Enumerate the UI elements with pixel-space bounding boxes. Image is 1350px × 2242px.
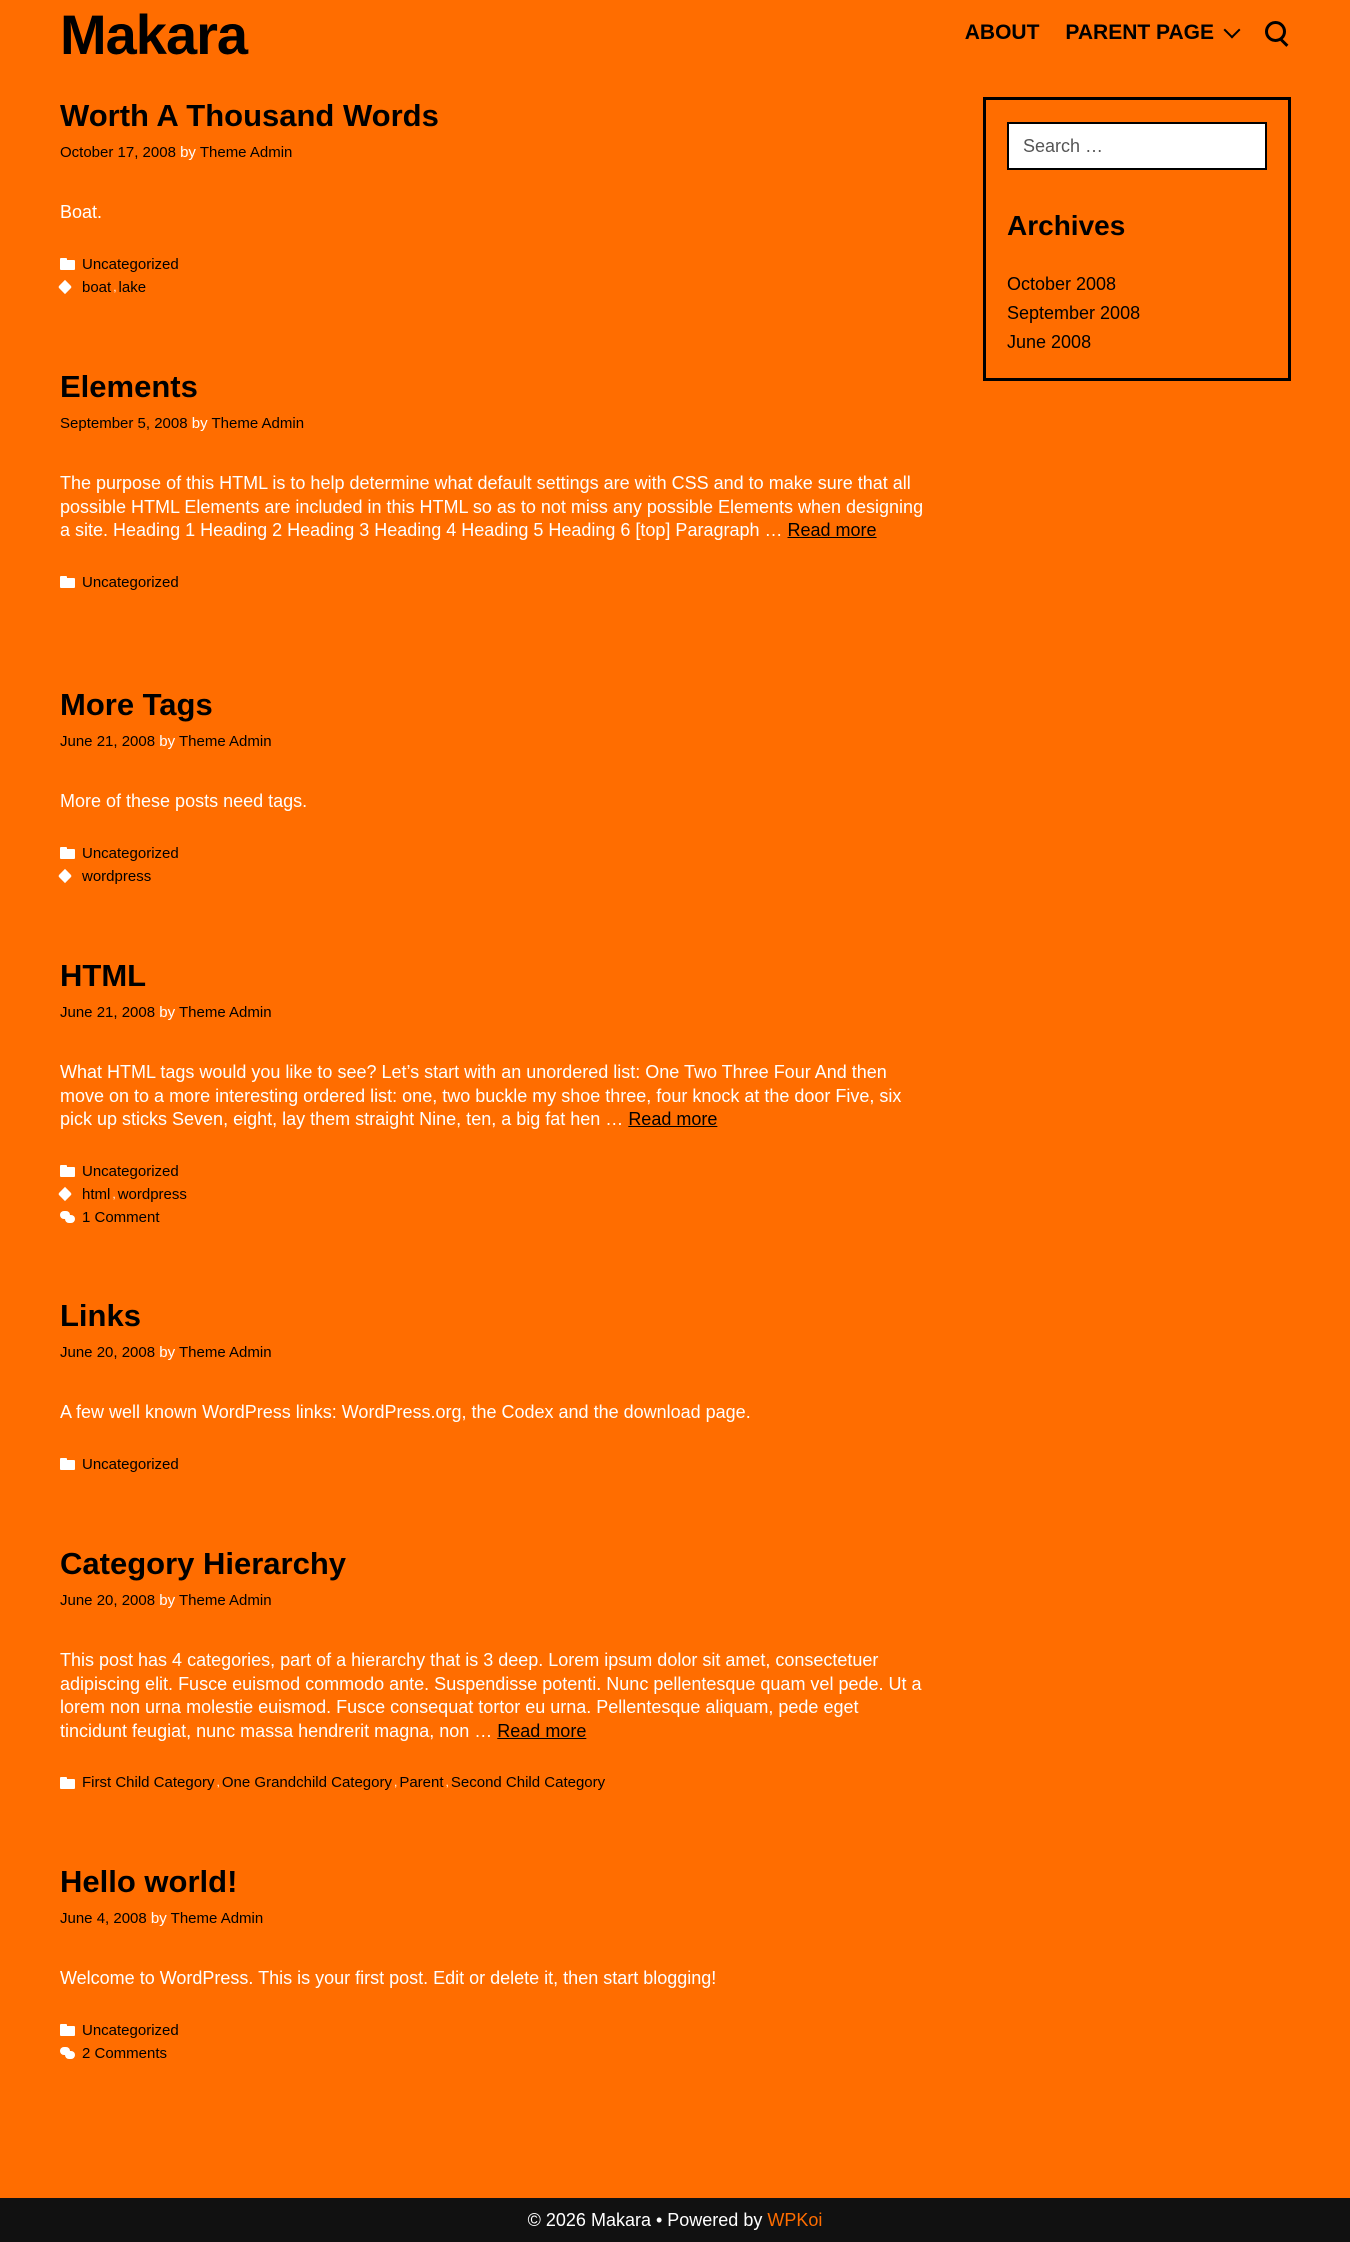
post-meta	[60, 1342, 930, 1364]
tag-link[interactable]: boat	[82, 278, 112, 296]
nav-item-label: PARENT PAGE	[1065, 21, 1214, 44]
post-title[interactable]: Category Hierarchy	[60, 1546, 347, 1581]
category-link[interactable]: Second Child Category	[450, 1774, 606, 1791]
post	[60, 1540, 930, 1858]
chevron-down-icon	[1224, 22, 1241, 39]
archive-link[interactable]: September 2008	[1007, 303, 1141, 323]
post-title[interactable]: Worth A Thousand Words	[60, 98, 439, 133]
folder-icon	[60, 1457, 76, 1471]
post	[60, 363, 930, 681]
folder-icon	[60, 575, 76, 589]
post-footer-meta	[60, 571, 930, 594]
by-label: by	[150, 1910, 167, 1927]
post-author[interactable]: Theme Admin	[179, 1004, 272, 1021]
post	[60, 1858, 930, 2062]
category-link[interactable]: Uncategorized	[82, 844, 179, 862]
tag-icon	[60, 1187, 76, 1201]
post-title[interactable]: Links	[60, 1298, 141, 1333]
by-label: by	[180, 144, 196, 161]
post-excerpt: A few well known WordPress links: WordPress.org, the Codex and the download page.	[60, 1402, 751, 1422]
post-excerpt	[60, 1061, 930, 1132]
post-footer-meta: Uncategorized boat , lake	[60, 253, 930, 299]
post-meta	[60, 142, 930, 164]
post	[60, 92, 930, 363]
comments-link[interactable]: 1 Comment	[82, 1208, 160, 1226]
post-footer-meta	[60, 1453, 930, 1476]
category-link[interactable]: Uncategorized	[82, 573, 179, 591]
folder-icon	[60, 1164, 76, 1178]
post-date[interactable]: October 17, 2008	[60, 144, 176, 161]
post-excerpt: Welcome to WordPress. This is your first post. Edit or delete it, then start blogging!	[60, 1968, 717, 1988]
post-author[interactable]: Theme Admin	[179, 1344, 272, 1361]
comment-icon	[60, 1210, 76, 1224]
post-author[interactable]: Theme Admin	[199, 144, 293, 161]
copyright-text: © 2026 Makara • Powered by	[527, 2209, 763, 2230]
post	[60, 1292, 930, 1540]
post-meta	[60, 413, 930, 435]
read-more-link[interactable]: Read more	[628, 1109, 718, 1129]
post-date[interactable]: September 5, 2008	[60, 415, 188, 432]
comments-link[interactable]: 2 Comments	[82, 2044, 168, 2062]
site-footer	[0, 2198, 1350, 2242]
tag-icon	[60, 869, 76, 883]
tag-link[interactable]: wordpress	[82, 867, 152, 885]
nav-item-about[interactable]: ABOUT	[964, 21, 1040, 44]
archive-link[interactable]: October 2008	[1007, 274, 1117, 294]
post-footer-meta	[60, 2019, 930, 2065]
read-more-link[interactable]: Read more	[787, 520, 877, 540]
archive-link[interactable]: June 2008	[1007, 332, 1092, 352]
post	[60, 681, 930, 952]
post-excerpt	[60, 1649, 930, 1743]
post-author[interactable]: Theme Admin	[211, 415, 305, 432]
post-excerpt	[60, 472, 930, 543]
post-footer-meta: First Child Category , One Grandchild Category , Parent , Second Child Category	[60, 1771, 930, 1794]
site-header	[60, 0, 1290, 70]
folder-icon	[60, 846, 76, 860]
post-excerpt: More of these posts need tags.	[60, 791, 308, 811]
post-date[interactable]: June 20, 2008	[60, 1592, 156, 1609]
comment-icon	[60, 2046, 76, 2060]
nav-item-parent-page[interactable]	[1065, 21, 1238, 45]
post-date[interactable]: June 21, 2008	[60, 1004, 156, 1021]
post-meta	[60, 1908, 930, 1930]
post-title[interactable]: More Tags	[60, 687, 213, 722]
tag-link[interactable]: lake	[118, 278, 147, 296]
category-link[interactable]: Uncategorized	[82, 1162, 179, 1180]
excerpt-text: What HTML tags would you like to see? Let’s start with an unordered list: One Two Three Four And then move on to a more interesting ordered list: one, two buckle my shoe three, four knock at the door Five, six pick up sticks Seven, eight, lay them straight Nine, ten, a big fat hen …	[60, 1062, 902, 1129]
folder-icon	[60, 257, 76, 271]
post-title[interactable]: Hello world!	[60, 1864, 238, 1899]
tag-link[interactable]: wordpress	[117, 1185, 187, 1203]
post-author[interactable]: Theme Admin	[179, 1592, 272, 1609]
folder-icon	[60, 2023, 76, 2037]
category-link[interactable]: Uncategorized	[82, 1455, 179, 1473]
category-link[interactable]: Parent	[399, 1774, 444, 1791]
post	[60, 952, 930, 1292]
wpkoi-link[interactable]: WPKoi	[767, 2209, 823, 2230]
search-icon[interactable]	[1264, 20, 1290, 46]
post-author[interactable]: Theme Admin	[179, 733, 272, 750]
post-date[interactable]: June 21, 2008	[60, 733, 156, 750]
post-author[interactable]: Theme Admin	[170, 1910, 264, 1927]
excerpt-text: This post has 4 categories, part of a hierarchy that is 3 deep. Lorem ipsum dolor sit amet, consectetuer adipiscing elit. Fusce euismod commodo ante. Suspendisse potenti. Nunc pellentesque quam vel pede. Ut a lorem non urna molestie euismod. Fusce consequat tortor eu urna. Pellentesque aliquam, pede eget tincidunt feugiat, nunc massa hendrerit magna, non …	[60, 1650, 922, 1741]
by-label: by	[159, 1004, 176, 1021]
category-link[interactable]: One Grandchild Category	[221, 1774, 392, 1791]
by-label: by	[159, 1592, 176, 1609]
category-link[interactable]: Uncategorized	[82, 2021, 179, 2039]
folder-icon	[60, 1776, 76, 1790]
category-link[interactable]: Uncategorized	[82, 255, 179, 273]
search-input[interactable]	[1007, 122, 1267, 170]
post-footer-meta	[60, 842, 930, 888]
post-date[interactable]: June 20, 2008	[60, 1344, 156, 1361]
excerpt-text: The purpose of this HTML is to help determine what default settings are with CSS and to make sure that all possible HTML Elements are included in this HTML so as to not miss any possible Elements when designing a site. Heading 1 Heading 2 Heading 3 Heading 4 Heading 5 Heading 6 [top] Paragraph …	[60, 473, 924, 540]
by-label: by	[159, 733, 176, 750]
post-meta	[60, 1002, 930, 1024]
tag-icon	[60, 280, 76, 294]
category-link[interactable]: First Child Category	[82, 1774, 215, 1791]
post-meta	[60, 731, 930, 753]
post-footer-meta: Uncategorized html , wordpress 1 Comment	[60, 1160, 930, 1229]
archives-title: Archives	[1007, 210, 1126, 241]
post-date[interactable]: June 4, 2008	[60, 1910, 147, 1927]
post-meta	[60, 1590, 930, 1612]
tag-link[interactable]: html	[82, 1185, 111, 1203]
site-title[interactable]: Makara	[60, 3, 248, 66]
archives-list	[1007, 270, 1140, 357]
by-label: by	[191, 415, 208, 432]
sidebar	[983, 97, 1291, 381]
by-label: by	[159, 1344, 176, 1361]
post-title[interactable]: Elements	[60, 369, 198, 404]
read-more-link[interactable]: Read more	[497, 1720, 587, 1741]
main-navigation	[939, 20, 1290, 46]
post-title[interactable]: HTML	[60, 958, 147, 993]
post-excerpt: Boat.	[60, 202, 103, 222]
post-list	[60, 92, 930, 2062]
